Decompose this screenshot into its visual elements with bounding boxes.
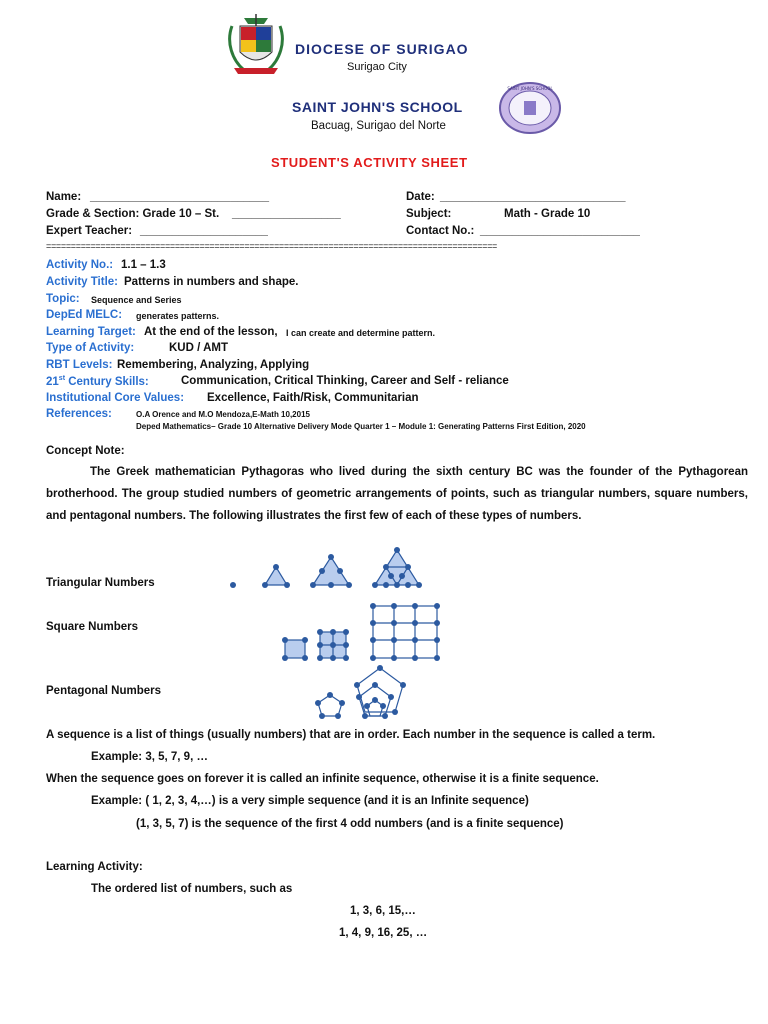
sequence-1: 1, 3, 6, 15,… xyxy=(350,905,416,917)
activity-type-label: Type of Activity: xyxy=(46,342,135,354)
references-label: References: xyxy=(46,408,112,420)
school-name: SAINT JOHN'S SCHOOL xyxy=(292,99,463,115)
grade-label: Grade & Section: Grade 10 – St. xyxy=(46,208,220,220)
learning-activity-heading: Learning Activity: xyxy=(46,861,143,873)
example-1: Example: 3, 5, 7, 9, … xyxy=(91,751,208,763)
learning-target-value-a: At the end of the lesson, xyxy=(144,326,278,338)
square-16 xyxy=(373,606,437,658)
learning-intro: The ordered list of numbers, such as xyxy=(91,883,293,895)
learning-target-label: Learning Target: xyxy=(46,326,136,338)
diocese-name: DIOCESE OF SURIGAO xyxy=(295,41,469,57)
contact-label: Contact No.: xyxy=(406,225,475,237)
core-values-label: Institutional Core Values: xyxy=(46,392,185,404)
teacher-label: Expert Teacher: xyxy=(46,225,133,237)
diocese-city: Surigao City xyxy=(347,61,407,73)
sheet-title: STUDENT'S ACTIVITY SHEET xyxy=(271,155,468,170)
pentagonal-22 xyxy=(357,668,403,712)
name-field[interactable]: ____________________________ xyxy=(90,191,270,203)
concept-paragraph: The Greek mathematician Pythagoras who lived during the sixth century BC was the founder of the Pythagorean brotherhood. The group studied numbers of geometric arrangements of points, such as triangular numbers, square numbers, and pentagonal numbers. The following illustrates the first few of each of these types of numbers. xyxy=(46,466,748,522)
school-seal xyxy=(498,81,562,135)
date-label: Date: xyxy=(406,191,435,203)
learning-target-value-b: I can create and determine pattern. xyxy=(286,328,436,338)
century-skills-value: Communication, Critical Thinking, Career and Self - reliance xyxy=(181,375,509,387)
triangular-label: Triangular Numbers xyxy=(46,577,155,589)
century-skills-label: 21st Century Skills: xyxy=(46,375,149,388)
pentagonal-label: Pentagonal Numbers xyxy=(46,685,162,697)
name-label: Name: xyxy=(46,191,82,203)
activity-type-value: KUD / AMT xyxy=(169,342,228,354)
square-label: Square Numbers xyxy=(46,621,139,633)
melc-value: generates patterns. xyxy=(136,311,220,321)
infinite-definition: When the sequence goes on forever it is called an infinite sequence, otherwise it is a finite sequence. xyxy=(46,773,599,785)
topic-value: Sequence and Series xyxy=(91,295,182,305)
melc-label: DepEd MELC: xyxy=(46,309,123,321)
rbt-value: Remembering, Analyzing, Applying xyxy=(117,359,310,371)
sequence-2: 1, 4, 9, 16, 25, … xyxy=(339,927,428,939)
rbt-label: RBT Levels: xyxy=(46,359,113,371)
figurate-numbers-diagram xyxy=(225,540,460,725)
subject-label: Subject: xyxy=(406,208,452,220)
topic-label: Topic: xyxy=(46,293,80,305)
reference-2: Deped Mathematics– Grade 10 Alternative Delivery Mode Quarter 1 – Module 1: Generating Patterns First Edition, 2020 xyxy=(136,422,586,431)
seal-text: SAINT JOHN'S SCHOOL xyxy=(507,86,553,91)
subject-value: Math - Grade 10 xyxy=(504,208,591,220)
sequence-definition: A sequence is a list of things (usually numbers) that are in order. Each number in the sequence is called a term. xyxy=(46,729,656,741)
pentagonal-5 xyxy=(318,695,342,716)
teacher-field[interactable]: ____________________ xyxy=(140,225,268,237)
concept-note-heading: Concept Note: xyxy=(46,445,125,457)
core-values-value: Excellence, Faith/Risk, Communitarian xyxy=(207,392,419,404)
activity-title-label: Activity Title: xyxy=(46,276,118,288)
example-2: Example: ( 1, 2, 3, 4,…) is a very simple sequence (and it is an Infinite sequence) xyxy=(91,795,529,807)
separator-line: =========================================================================================== xyxy=(46,241,497,251)
activity-title-value: Patterns in numbers and shape. xyxy=(124,276,299,288)
contact-field[interactable]: _________________________ xyxy=(480,225,640,237)
school-location: Bacuag, Surigao del Norte xyxy=(311,120,446,132)
date-field[interactable]: _____________________________ xyxy=(440,191,626,203)
activity-no-value: 1.1 – 1.3 xyxy=(121,259,166,271)
square-4 xyxy=(285,640,305,658)
diocese-coat-of-arms xyxy=(224,12,288,78)
example-3: (1, 3, 5, 7) is the sequence of the first 4 odd numbers (and is a finite sequence) xyxy=(136,818,564,830)
reference-1: O.A Orence and M.O Mendoza,E-Math 10,2015 xyxy=(136,410,310,419)
grade-section-field[interactable]: _________________ xyxy=(232,208,341,220)
triangular-6 xyxy=(313,557,349,585)
activity-no-label: Activity No.: xyxy=(46,259,114,271)
